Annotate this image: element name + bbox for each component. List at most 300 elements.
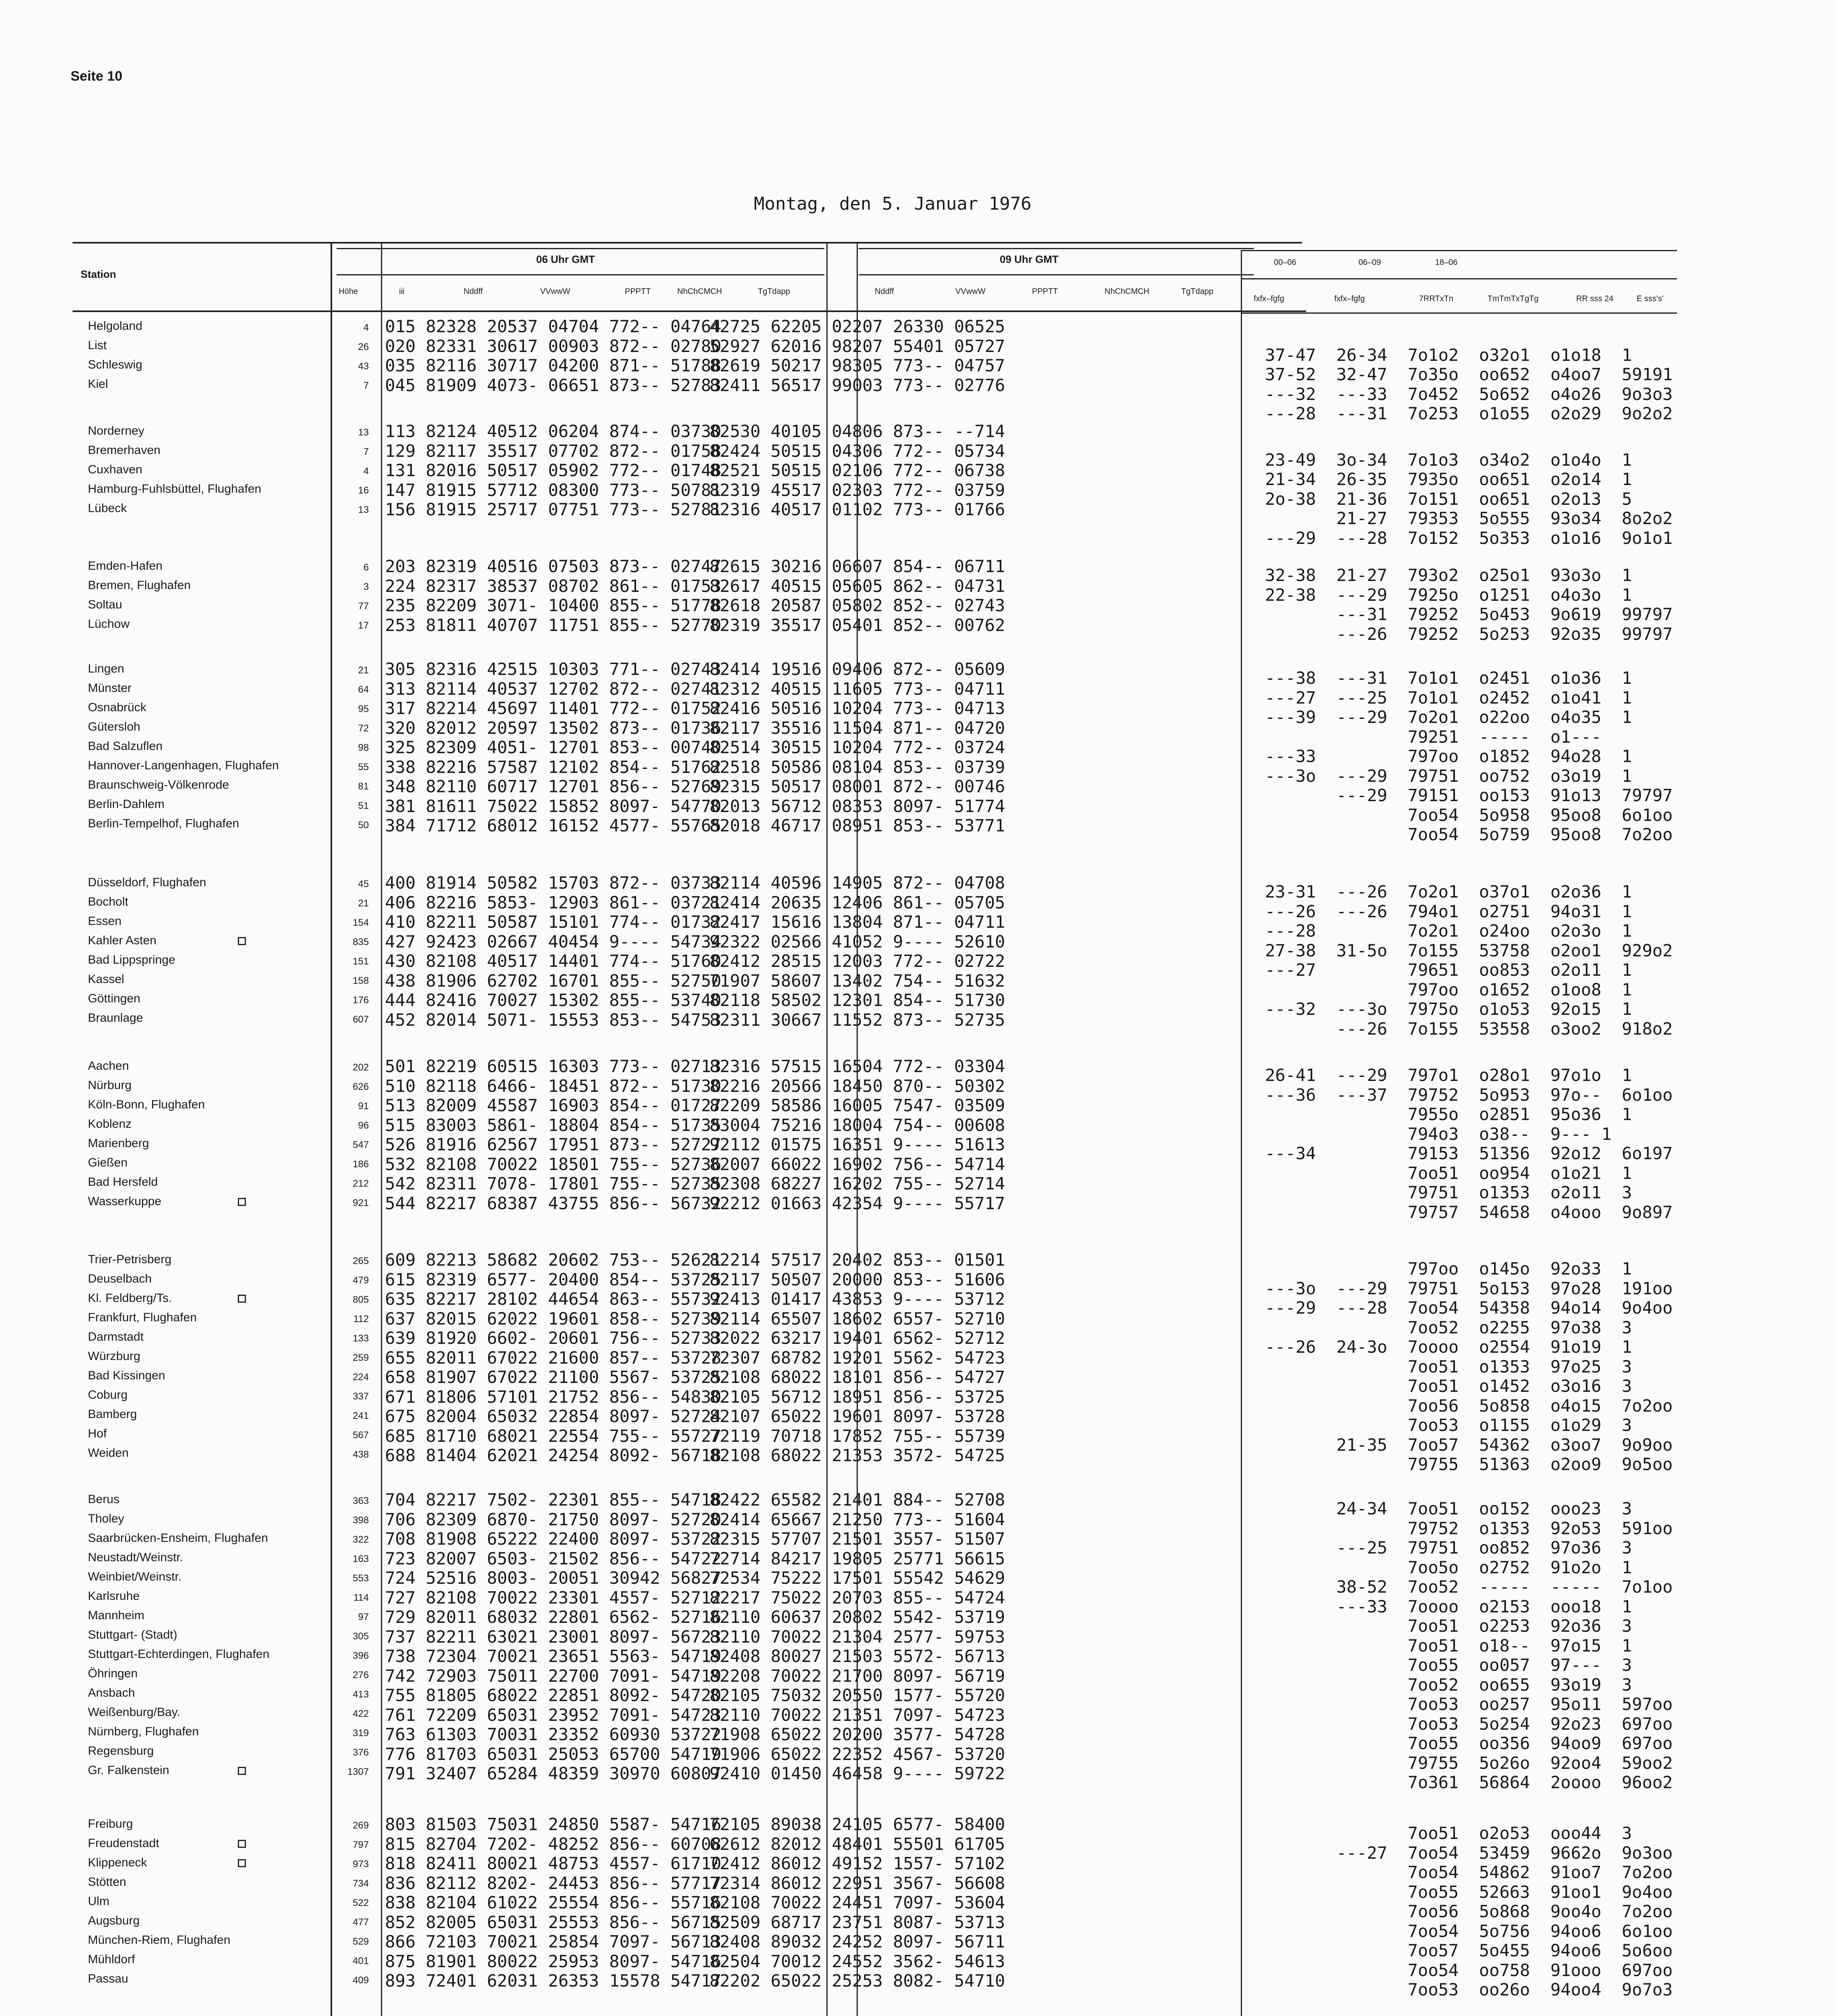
header-right-subrule	[1242, 278, 1677, 279]
station-hoehe: 241	[352, 1410, 369, 1421]
obs-09-row: 82619 50217 98305 773-- 04757	[709, 356, 1005, 375]
obs-06-row: 727 82108 70022 23301 4557- 52712	[385, 1587, 722, 1608]
extremes-row: 7oo51 oo954 o1o21 1	[1265, 1163, 1632, 1183]
obs-06-row: 893 72401 62031 26353 15578 54717	[385, 1971, 722, 1991]
station-name: Helgoland	[88, 319, 143, 333]
extremes-row: 7oo51 o18-- 97o15 1	[1265, 1635, 1632, 1656]
obs-06-row: 147 81915 57712 08300 773-- 50781	[385, 480, 722, 500]
extremes-row: ---26 ---26 794o1 o2751 94o31 1	[1265, 901, 1632, 921]
station-hoehe: 212	[352, 1178, 369, 1189]
obs-06-row: 706 82309 6870- 21750 8097- 52720	[385, 1509, 722, 1529]
obs-06-row: 866 72103 70021 25854 7097- 56713	[385, 1932, 722, 1951]
station-name: Tholey	[88, 1512, 125, 1525]
obs-06-row: 020 82331 30617 00903 872-- 02780	[385, 336, 722, 356]
station-hoehe: 363	[352, 1495, 369, 1506]
obs-06-row: 156 81915 25717 07751 773-- 52781	[385, 500, 722, 519]
extremes-row: ---32 ---3o 7975o o1o53 92o15 1	[1265, 999, 1632, 1019]
obs-06-row: 737 82211 63021 23001 8097- 56723	[385, 1627, 722, 1647]
station-name: Bad Hersfeld	[88, 1175, 158, 1189]
extremes-row: 79751 o1353 o2o11 3	[1265, 1183, 1632, 1202]
station-name: Stötten	[88, 1875, 127, 1889]
obs-09-row: 82114 40596 14905 872-- 04708	[709, 873, 1005, 893]
station-hoehe: 396	[352, 1650, 369, 1661]
obs-06-row: 532 82108 70022 18501 755-- 52736	[385, 1154, 722, 1174]
obs-09-row: 71908 65022 20200 3577- 54728	[709, 1724, 1005, 1744]
obs-06-row: 818 82411 80021 48753 4557- 61710	[385, 1854, 722, 1873]
station-name: Freudenstadt	[88, 1837, 159, 1850]
extremes-row: ---36 ---37 79752 5o953 97o-- 6o1oo	[1265, 1085, 1673, 1105]
obs-06-row: 427 92423 02667 40454 9---- 54734	[385, 931, 722, 952]
station-hoehe: 158	[352, 975, 369, 986]
station-hoehe: 734	[352, 1878, 369, 1889]
station-hoehe: 13	[358, 427, 369, 438]
obs-06-row: 203 82319 40516 07503 873-- 02747	[385, 556, 722, 576]
obs-06-row: 738 72304 70021 23651 5563- 54719	[385, 1646, 722, 1666]
table-top-rule	[73, 242, 1302, 244]
vertical-rule-09-end	[1241, 250, 1242, 2016]
obs-06-row: 381 81611 75022 15852 8097- 54770	[385, 796, 722, 816]
station-hoehe: 176	[352, 995, 369, 1006]
col-r-tm: TmTmTxTgTg	[1488, 294, 1539, 303]
obs-06-row: 671 81806 57101 21752 856-- 54830	[385, 1387, 722, 1407]
extremes-row: 79755 51363 o2oo9 9o5oo	[1265, 1454, 1673, 1474]
col-r-e: E sss's'	[1637, 294, 1664, 303]
obs-09-row: 82107 65022 19601 8097- 53728	[709, 1406, 1005, 1426]
obs-09-row: 82521 50515 02106 772-- 06738	[709, 460, 1005, 480]
obs-09-row: 82408 89032 24252 8097- 56711	[709, 1932, 1005, 1951]
extremes-row: ---33 7oooo o2153 ooo18 1	[1265, 1596, 1632, 1616]
station-name: Cuxhaven	[88, 463, 143, 476]
obs-06-row: 317 82214 45697 11401 772-- 01752	[385, 698, 722, 718]
extremes-row: 7oo5o o2752 91o2o 1	[1265, 1557, 1632, 1577]
table-header-rule	[73, 310, 1306, 312]
station-name: Bremen, Flughafen	[88, 579, 191, 592]
obs-06-row: 235 82209 3071- 10400 855-- 51778	[385, 596, 722, 615]
station-name: Münster	[88, 681, 132, 695]
station-hoehe: 114	[353, 1592, 369, 1603]
obs-09-row: 82110 70022 21304 2577- 59753	[709, 1627, 1005, 1647]
obs-09-row: 82414 19516 09406 872-- 05609	[709, 659, 1005, 679]
station-hoehe: 6	[363, 562, 369, 573]
obs-06-row: 776 81703 65031 25053 65700 54719	[385, 1744, 722, 1764]
obs-09-row: 82316 57515 16504 772-- 03304	[709, 1056, 1005, 1076]
obs-09-row: 82022 63217 19401 6562- 52712	[709, 1328, 1005, 1348]
extremes-row: 7oo54 5o756 94oo6 6o1oo	[1265, 1921, 1673, 1941]
station-hoehe: 265	[352, 1256, 369, 1266]
extremes-row: 7oo54 54862 91oo7 7o2oo	[1265, 1862, 1673, 1882]
obs-09-row: 92322 02566 41052 9---- 52610	[709, 931, 1005, 952]
extremes-row: ---33 797oo o1852 94o28 1	[1265, 746, 1632, 766]
station-hoehe: 51	[358, 800, 369, 811]
obs-06-row: 609 82213 58682 20602 753-- 52621	[385, 1250, 722, 1270]
extremes-row: 794o3 o38-- 9--- 1	[1265, 1124, 1612, 1144]
station-name: Düsseldorf, Flughafen	[88, 876, 206, 889]
extremes-row: 79757 54658 o4ooo 9o897	[1265, 1202, 1673, 1222]
station-hoehe: 186	[352, 1159, 369, 1170]
station-hoehe: 224	[352, 1372, 369, 1383]
station-name: Bad Lippspringe	[88, 953, 175, 966]
station-name: Kiel	[88, 377, 108, 391]
station-name: Nürnberg, Flughafen	[88, 1725, 199, 1738]
station-name: Coburg	[88, 1388, 128, 1402]
station-name: Lüchow	[88, 617, 130, 631]
extremes-row: 797oo o145o 92o33 1	[1265, 1259, 1632, 1279]
station-hoehe: 522	[352, 1897, 369, 1908]
obs-09-row: 82319 35517 05401 852-- 00762	[709, 615, 1005, 635]
obs-09-row: 82216 20566 18450 870-- 50302	[709, 1076, 1005, 1096]
obs-09-row: 82214 57517 20402 853-- 01501	[709, 1250, 1005, 1270]
obs-09-row: 72412 86012 49152 1557- 57102	[709, 1854, 1005, 1873]
station-hoehe: 401	[352, 1956, 369, 1966]
station-name: Lingen	[88, 662, 125, 675]
station-hoehe: 13	[358, 504, 369, 515]
obs-09-row: 82108 68022 18101 856-- 54727	[709, 1367, 1005, 1387]
col-06-clouds: NhChCMCH	[677, 287, 722, 296]
obs-06-row: 444 82416 70027 15302 855-- 53740	[385, 990, 722, 1010]
station-name: Norderney	[88, 424, 145, 437]
station-name: Braunlage	[88, 1011, 143, 1025]
col-09-ppptt: PPPTT	[1032, 287, 1058, 296]
obs-09-row: 82617 40515 05605 862-- 04731	[709, 576, 1005, 596]
obs-09-row: 82422 65582 21401 884-- 52708	[709, 1490, 1005, 1510]
obs-06-row: 704 82217 7502- 22301 855-- 54718	[385, 1490, 722, 1510]
obs-06-row: 313 82114 40537 12702 872-- 02741	[385, 679, 722, 699]
station-name: Neustadt/Weinstr.	[88, 1551, 183, 1564]
station-hoehe: 438	[352, 1449, 369, 1460]
obs-06-row: 544 82217 68387 43755 856-- 56732	[385, 1193, 722, 1213]
station-hoehe: 805	[352, 1294, 369, 1305]
extremes-row: 21-27 79353 5o555 93o34 8o2o2	[1265, 508, 1673, 528]
station-hoehe: 319	[352, 1728, 369, 1739]
obs-09-row: 82114 65507 18602 6557- 52710	[709, 1308, 1005, 1329]
vertical-rule-iii	[381, 242, 382, 2016]
extremes-row: ---28 ---31 7o253 o1o55 o2o29 9o2o2	[1265, 404, 1673, 423]
extremes-row: 7oo54 5o759 95oo8 7o2oo	[1265, 825, 1673, 844]
page-number: Seite 10	[71, 69, 123, 84]
open-square-icon	[238, 1859, 246, 1867]
obs-09-row: 82007 66022 16902 756-- 54714	[709, 1154, 1005, 1174]
col-06-vvwww: VVwwW	[540, 287, 570, 296]
station-name: Kassel	[88, 973, 125, 986]
extremes-row: ---29 ---28 7o152 5o353 o1o16 9o1o1	[1265, 528, 1673, 548]
station-name: Saarbrücken-Ensheim, Flughafen	[88, 1531, 268, 1545]
station-hoehe: 81	[358, 781, 369, 792]
col-r-fx1: fxfx–fgfg	[1254, 294, 1284, 303]
col-09-nddff: Nddff	[875, 287, 894, 296]
col-06-ppptt: PPPTT	[625, 287, 651, 296]
station-name: Weißenburg/Bay.	[88, 1706, 180, 1719]
extremes-row: 7oo53 oo257 95o11 597oo	[1265, 1694, 1673, 1714]
col-06-nddff: Nddff	[464, 287, 483, 296]
station-name: List	[88, 339, 107, 352]
extremes-row: 7oo55 oo057 97--- 3	[1265, 1655, 1632, 1675]
extremes-row: 7oo55 oo356 94oo9 697oo	[1265, 1733, 1673, 1753]
station-name: Göttingen	[88, 992, 141, 1005]
obs-06-row: 542 82311 7078- 17801 755-- 52735	[385, 1174, 722, 1193]
station-name: Schleswig	[88, 358, 143, 371]
obs-09-row: 82530 40105 04806 873-- --714	[709, 421, 1005, 441]
obs-09-row: 82504 70012 24552 3562- 54613	[709, 1951, 1005, 1971]
obs-06-row: 253 81811 40707 11751 855-- 52770	[385, 615, 722, 635]
station-name: Lübeck	[88, 502, 127, 515]
obs-09-row: 42725 62205 02207 26330 06525	[709, 317, 1005, 336]
extremes-row: 7oo56 5o868 9oo4o 7o2oo	[1265, 1901, 1673, 1921]
col-06-temp: TgTdapp	[758, 287, 791, 296]
col-r-rr: RR sss 24	[1576, 294, 1614, 303]
obs-09-row: 72534 75222 17501 55542 54629	[709, 1568, 1005, 1588]
station-hoehe: 376	[352, 1747, 369, 1758]
station-name: Berlin-Tempelhof, Flughafen	[88, 817, 239, 830]
extremes-row: 7oo54 5o958 95oo8 6o1oo	[1265, 805, 1673, 825]
obs-09-row: 82316 40517 01102 773-- 01766	[709, 500, 1005, 519]
obs-06-row: 615 82319 6577- 20400 854-- 53725	[385, 1269, 722, 1289]
station-hoehe: 398	[352, 1515, 369, 1526]
station-hoehe: 97	[358, 1612, 369, 1622]
extremes-row: ---26 24-3o 7oooo o2554 91o19 1	[1265, 1337, 1632, 1357]
station-hoehe: 163	[352, 1554, 369, 1564]
station-name: Köln-Bonn, Flughafen	[88, 1098, 205, 1111]
station-hoehe: 626	[352, 1081, 369, 1092]
extremes-row: 7oo55 52663 91oo1 9o4oo	[1265, 1882, 1673, 1902]
obs-09-row: 82414 65667 21250 773-- 51604	[709, 1509, 1005, 1529]
station-hoehe: 1307	[347, 1766, 369, 1777]
header-09-subrule	[859, 274, 1254, 275]
station-name: Mühldorf	[88, 1953, 135, 1966]
extremes-row: ---3o ---29 79751 5o153 97o28 191oo	[1265, 1278, 1673, 1298]
station-name: Wasserkuppe	[88, 1195, 162, 1208]
station-hoehe: 4	[363, 322, 369, 333]
group-09-header: 09 Uhr GMT	[1000, 253, 1059, 265]
obs-06-row: 452 82014 5071- 15553 853-- 54753	[385, 1010, 722, 1030]
station-hoehe: 133	[352, 1333, 369, 1344]
obs-06-row: 658 81907 67022 21100 5567- 53725	[385, 1367, 722, 1387]
obs-06-row: 400 81914 50582 15703 872-- 03733	[385, 873, 722, 893]
open-square-icon	[238, 1767, 246, 1775]
obs-09-row: 83004 75216 18004 754-- 00608	[709, 1115, 1005, 1135]
open-square-icon	[238, 1198, 246, 1206]
obs-09-row: 82118 58502 12301 854-- 51730	[709, 990, 1005, 1010]
obs-09-row: 82013 56712 08353 8097- 51774	[709, 796, 1005, 816]
col-hoehe: Höhe	[339, 287, 358, 296]
extremes-row: 26-41 ---29 797o1 o28o1 97o1o 1	[1265, 1065, 1632, 1085]
obs-09-row: 82208 70022 21700 8097- 56719	[709, 1666, 1005, 1686]
obs-06-row: 742 72903 75011 22700 7091- 54719	[385, 1666, 722, 1686]
station-name: Berlin-Dahlem	[88, 798, 165, 811]
header-06-rule	[337, 248, 824, 249]
station-hoehe: 305	[352, 1631, 369, 1642]
station-name: Stuttgart- (Stadt)	[88, 1628, 177, 1641]
station-hoehe: 259	[352, 1352, 369, 1363]
obs-06-row: 224 82317 38537 08702 861-- 01753	[385, 576, 722, 596]
obs-09-row: 82308 68227 16202 755-- 52714	[709, 1174, 1005, 1193]
station-name: Karlsruhe	[88, 1589, 140, 1603]
station-name: Hof	[88, 1427, 107, 1440]
extremes-row: ---25 79751 oo852 97o36 3	[1265, 1538, 1632, 1558]
obs-09-row: 82315 50517 08001 872-- 00746	[709, 777, 1005, 796]
station-hoehe: 567	[352, 1430, 369, 1441]
extremes-row: 37-47 26-34 7o1o2 o32o1 o1o18 1	[1265, 345, 1632, 365]
obs-06-row: 338 82216 57587 12102 854-- 51762	[385, 757, 722, 777]
obs-06-row: 708 81908 65222 22400 8097- 53722	[385, 1529, 722, 1549]
station-name: Kahler Asten	[88, 934, 157, 947]
extremes-row: 7955o o2851 95o36 1	[1265, 1104, 1632, 1124]
station-name: Ulm	[88, 1895, 110, 1908]
station-hoehe: 98	[358, 742, 369, 753]
col-06-09: 06–09	[1359, 258, 1381, 267]
col-r-7rr: 7RRTxTn	[1419, 294, 1454, 303]
station-hoehe: 409	[352, 1975, 369, 1986]
station-name: Aachen	[88, 1059, 129, 1073]
station-hoehe: 547	[352, 1139, 369, 1150]
station-name: Würzburg	[88, 1350, 141, 1363]
station-name: Gr. Falkenstein	[88, 1764, 169, 1777]
extremes-row: ---32 ---33 7o452 5o652 o4o26 9o3o3	[1265, 384, 1673, 404]
col-09-clouds: NhChCMCH	[1105, 287, 1150, 296]
obs-06-row: 875 81901 80022 25953 8097- 54716	[385, 1951, 722, 1971]
obs-09-row: 82416 50516 10204 773-- 04713	[709, 698, 1005, 718]
obs-06-row: 724 52516 8003- 20051 30942 56827	[385, 1568, 722, 1588]
obs-06-row: 510 82118 6466- 18451 872-- 51730	[385, 1076, 722, 1096]
obs-09-row: 72714 84217 19805 25771 56615	[709, 1548, 1005, 1568]
obs-06-row: 015 82328 20537 04704 772-- 04764	[385, 317, 722, 336]
station-hoehe: 96	[358, 1120, 369, 1131]
station-hoehe: 112	[353, 1314, 369, 1325]
station-hoehe: 72	[358, 723, 369, 734]
obs-09-row: 82509 68717 23751 8087- 53713	[709, 1912, 1005, 1932]
obs-06-row: 836 82112 8202- 24453 856-- 57717	[385, 1873, 722, 1893]
obs-09-row: 82105 56712 18951 856-- 53725	[709, 1387, 1005, 1407]
extremes-row: ---28 7o2o1 o24oo o2o3o 1	[1265, 921, 1632, 941]
station-hoehe: 337	[352, 1391, 369, 1402]
obs-09-row: 82319 45517 02303 772-- 03759	[709, 480, 1005, 500]
extremes-row: ---26 7o155 53558 o3oo2 918o2	[1265, 1018, 1673, 1039]
station-hoehe: 91	[358, 1101, 369, 1112]
obs-09-row: 82105 75032 20550 1577- 55720	[709, 1685, 1005, 1705]
station-hoehe: 21	[358, 898, 369, 909]
obs-09-row: 82110 60637 20802 5542- 53719	[709, 1607, 1005, 1627]
obs-06-row: 438 81906 62702 16701 855-- 52750	[385, 971, 722, 991]
station-hoehe: 154	[352, 917, 369, 928]
col-iii: iii	[399, 287, 405, 296]
obs-06-row: 838 82104 61022 25554 856-- 55716	[385, 1893, 722, 1912]
extremes-row: 797oo o1652 o1oo8 1	[1265, 979, 1632, 1000]
station-name: Hamburg-Fuhlsbüttel, Flughafen	[88, 482, 262, 496]
header-right-bottom-rule	[1242, 312, 1677, 314]
obs-06-row: 637 82015 62022 19601 858-- 52739	[385, 1308, 722, 1329]
col-00-06: 00–06	[1274, 258, 1296, 267]
station-hoehe: 95	[358, 704, 369, 714]
obs-09-row: 52927 62016 98207 55401 05727	[709, 336, 1005, 356]
station-hoehe: 50	[358, 820, 369, 831]
extremes-row: 2o-38 21-36 7o151 oo651 o2o13 5	[1265, 489, 1632, 509]
obs-06-row: 675 82004 65032 22854 8097- 52724	[385, 1406, 722, 1426]
station-name: Mannheim	[88, 1609, 145, 1622]
station-name: Hannover-Langenhagen, Flughafen	[88, 759, 279, 772]
extremes-row: 7oo53 5o254 92o23 697oo	[1265, 1714, 1673, 1734]
obs-06-row: 755 81805 68022 22851 8092- 54720	[385, 1685, 722, 1705]
obs-09-row: 72119 70718 17852 755-- 55739	[709, 1426, 1005, 1446]
obs-06-row: 791 32407 65284 48359 30970 60807	[385, 1764, 722, 1783]
station-hoehe: 413	[352, 1689, 369, 1700]
extremes-row: 7oo53 o1155 o1o29 3	[1265, 1415, 1632, 1435]
open-square-icon	[238, 1840, 246, 1848]
station-name: Weiden	[88, 1446, 129, 1460]
group-06-header: 06 Uhr GMT	[536, 253, 595, 265]
station-hoehe: 4	[363, 466, 369, 477]
obs-09-row: 82202 65022 25253 8082- 54710	[709, 1971, 1005, 1991]
station-hoehe: 921	[352, 1198, 369, 1208]
station-name: Frankfurt, Flughafen	[88, 1311, 197, 1324]
obs-06-row: 761 72209 65031 23952 7091- 54723	[385, 1705, 722, 1725]
station-hoehe: 607	[352, 1014, 369, 1025]
station-name: Passau	[88, 1972, 129, 1985]
station-hoehe: 17	[358, 620, 369, 631]
station-hoehe: 43	[358, 361, 369, 372]
station-hoehe: 477	[352, 1917, 369, 1928]
extremes-row: ---34 79153 51356 92o12 6o197	[1265, 1143, 1673, 1163]
obs-09-row: 92112 01575 16351 9---- 51613	[709, 1135, 1005, 1154]
obs-06-row: 635 82217 28102 44654 863-- 55732	[385, 1289, 722, 1309]
station-hoehe: 973	[352, 1859, 369, 1870]
obs-06-row: 410 82211 50587 15101 774-- 01732	[385, 912, 722, 932]
obs-09-row: 72307 68782 19201 5562- 54723	[709, 1347, 1005, 1368]
station-name: Darmstadt	[88, 1330, 144, 1343]
obs-09-row: 82417 15616 13804 871-- 04711	[709, 912, 1005, 932]
obs-06-row: 406 82216 5853- 12903 861-- 03721	[385, 892, 722, 912]
col-18-06: 18–06	[1435, 258, 1458, 267]
station-hoehe: 77	[358, 601, 369, 612]
extremes-row: 32-38 21-27 793o2 o25o1 93o3o 1	[1265, 565, 1632, 585]
extremes-row: 23-31 ---26 7o2o1 o37o1 o2o36 1	[1265, 882, 1632, 902]
col-r-fx2: fxfx–fgfg	[1334, 294, 1365, 303]
obs-09-row: 82108 70022 24451 7097- 53604	[709, 1893, 1005, 1912]
station-name: Bremerhaven	[88, 444, 161, 457]
station-hoehe: 269	[352, 1820, 369, 1831]
station-hoehe: 16	[358, 485, 369, 496]
station-name: Marienberg	[88, 1137, 149, 1150]
extremes-row: 7o361 56864 2oooo 96oo2	[1265, 1772, 1673, 1792]
extremes-row: 7oo51 o2o53 ooo44 3	[1265, 1823, 1632, 1843]
station-name: Gütersloh	[88, 720, 141, 733]
obs-06-row: 803 81503 75031 24850 5587- 54716	[385, 1814, 722, 1834]
extremes-row: 21-34 26-35 7935o oo651 o2o14 1	[1265, 469, 1632, 489]
obs-09-row: 82117 35516 11504 871-- 04720	[709, 718, 1005, 738]
station-name: Bamberg	[88, 1408, 137, 1421]
obs-09-row: 92413 01417 43853 9---- 53712	[709, 1289, 1005, 1309]
obs-09-row: 92212 01663 42354 9---- 55717	[709, 1193, 1005, 1213]
extremes-row: 21-35 7oo57 54362 o3oo7 9o9oo	[1265, 1435, 1673, 1455]
extremes-row: 7oo56 5o858 o4o15 7o2oo	[1265, 1395, 1673, 1416]
station-hoehe: 26	[358, 342, 369, 352]
extremes-row: ---27 7oo54 53459 9662o 9o3oo	[1265, 1843, 1673, 1863]
obs-09-row: 71907 58607 13402 754-- 51632	[709, 971, 1005, 991]
station-hoehe: 45	[358, 879, 369, 889]
station-name: Deuselbach	[88, 1272, 152, 1285]
extremes-row: 7oo53 oo26o 94oo4 9o7o3	[1265, 1980, 1673, 1999]
extremes-row: 7oo51 o2253 92o36 3	[1265, 1616, 1632, 1636]
obs-06-row: 113 82124 40512 06204 874-- 03730	[385, 421, 722, 441]
extremes-row: ---26 79252 5o253 92o35 99797	[1265, 624, 1673, 644]
extremes-row: ---27 ---25 7o1o1 o2452 o1o41 1	[1265, 687, 1632, 708]
station-hoehe: 202	[352, 1062, 369, 1073]
station-name: Emden-Hafen	[88, 559, 163, 573]
obs-09-row: 82209 58586 16005 7547- 03509	[709, 1095, 1005, 1115]
obs-09-row: 82018 46717 08951 853-- 53771	[709, 816, 1005, 835]
extremes-row: 23-49 3o-34 7o1o3 o34o2 o1o4o 1	[1265, 450, 1632, 470]
extremes-row: 38-52 7oo52 ----- ----- 7o1oo	[1265, 1577, 1673, 1597]
station-name: München-Riem, Flughafen	[88, 1933, 231, 1947]
station-hoehe: 276	[352, 1670, 369, 1681]
